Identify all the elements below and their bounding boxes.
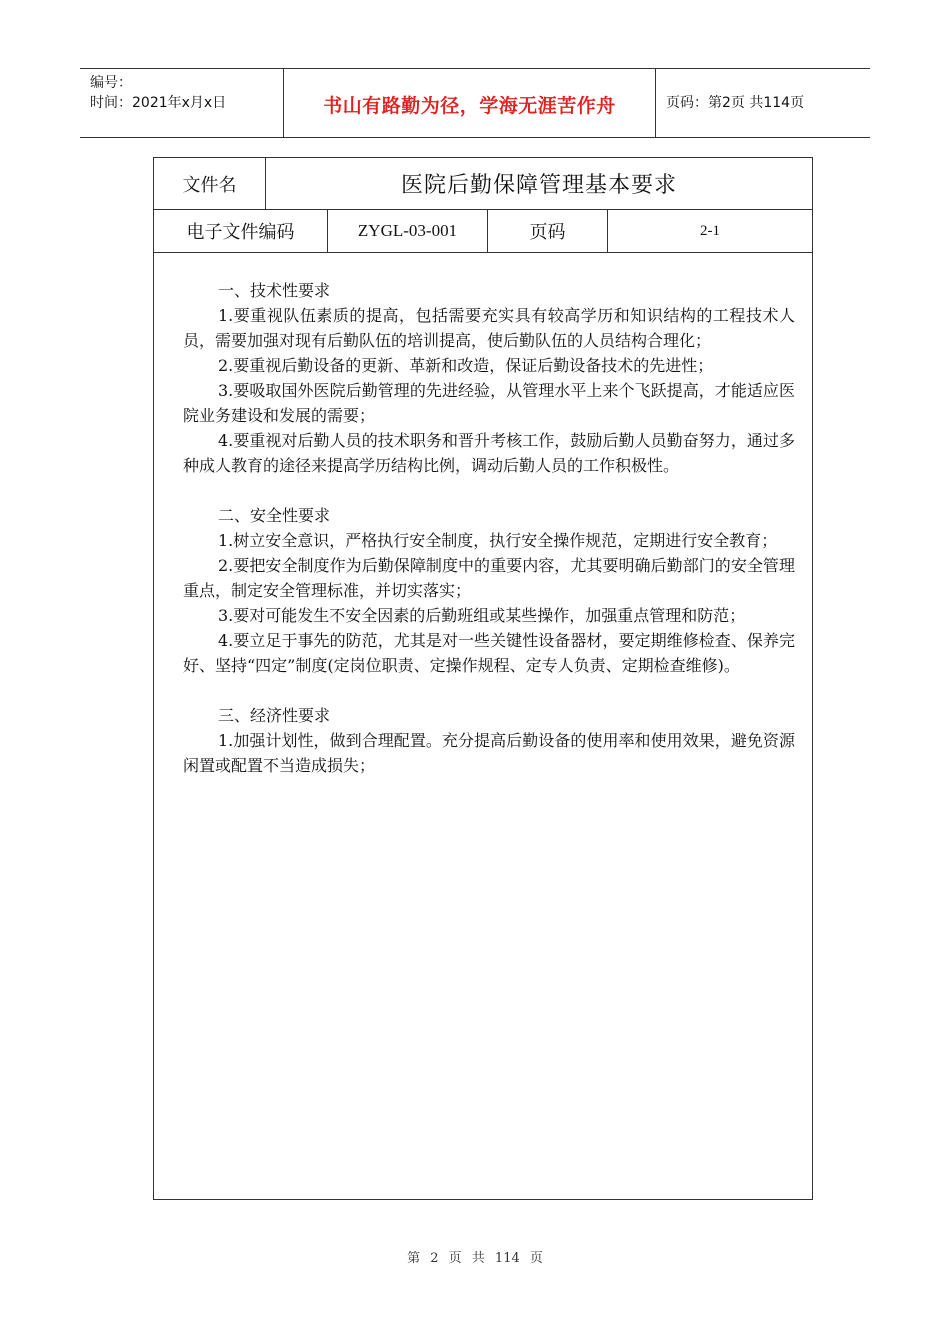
- paragraph: 2.要重视后勤设备的更新、革新和改造，保证后勤设备技术的先进性；: [218, 356, 714, 375]
- page-header: [80, 68, 870, 138]
- paragraph: 2.要把安全制度作为后勤保障制度中的重要内容，尤其要明确后勤部门的安全管理重点，制定安全管理标准，并切实落实；: [183, 556, 795, 600]
- file-code-value: ZYGL-03-001: [328, 210, 488, 252]
- section-title: 二、安全性要求: [218, 506, 331, 525]
- page-footer: 第 2 页 共 114 页: [407, 1251, 543, 1266]
- paragraph: 3.要对可能发生不安全因素的后勤班组或某些操作，加强重点管理和防范；: [218, 606, 746, 625]
- motto-text: 书山有路勤为径，学海无涯苦作舟: [323, 95, 616, 117]
- document-title: 医院后勤保障管理基本要求: [400, 173, 677, 198]
- title-row: [154, 158, 812, 210]
- section-title: 一、技术性要求: [218, 281, 331, 300]
- section-safety: [183, 503, 795, 678]
- time-label: 时间：2021年x月x日: [90, 95, 227, 111]
- number-label: 编号：: [90, 75, 132, 91]
- document-body: [183, 278, 795, 803]
- file-code-label: 电子文件编码: [154, 210, 328, 252]
- file-name-label: 文件名: [154, 158, 266, 209]
- paragraph: 4.要重视对后勤人员的技术职务和晋升考核工作，鼓励后勤人员勤奋努力，通过多种成人教育的途径来提高学历结构比例，调动后勤人员的工作积极性。: [183, 431, 795, 475]
- paragraph: 1.加强计划性，做到合理配置。充分提高后勤设备的使用率和使用效果，避免资源闲置或配置不当造成损失；: [183, 731, 795, 775]
- paragraph: 3.要吸取国外医院后勤管理的先进经验，从管理水平上来个飞跃提高，才能适应医院业务建设和发展的需要；: [183, 381, 795, 425]
- page-label: 页码: [488, 210, 608, 252]
- section-economic: [183, 703, 795, 778]
- page-value: 2-1: [700, 222, 720, 239]
- paragraph: 4.要立足于事先的防范，尤其是对一些关键性设备器材，要定期维修检查、保养完好、坚持“四定”制度(定岗位职责、定操作规程、定专人负责、定期检查维修)。: [183, 631, 795, 675]
- section-technical: [183, 278, 795, 478]
- section-title: 三、经济性要求: [218, 706, 331, 725]
- document-form: [153, 157, 813, 1200]
- header-motto-cell: [283, 69, 656, 137]
- code-row: [154, 210, 812, 253]
- header-page-info: 页码：第2页 共114页: [666, 95, 805, 111]
- header-meta: [80, 69, 283, 137]
- paragraph: 1.树立安全意识，严格执行安全制度，执行安全操作规范，定期进行安全教育；: [218, 531, 778, 550]
- paragraph: 1.要重视队伍素质的提高，包括需要充实具有较高学历和知识结构的工程技术人员，需要加强对现有后勤队伍的培训提高，使后勤队伍的人员结构合理化；: [183, 306, 795, 350]
